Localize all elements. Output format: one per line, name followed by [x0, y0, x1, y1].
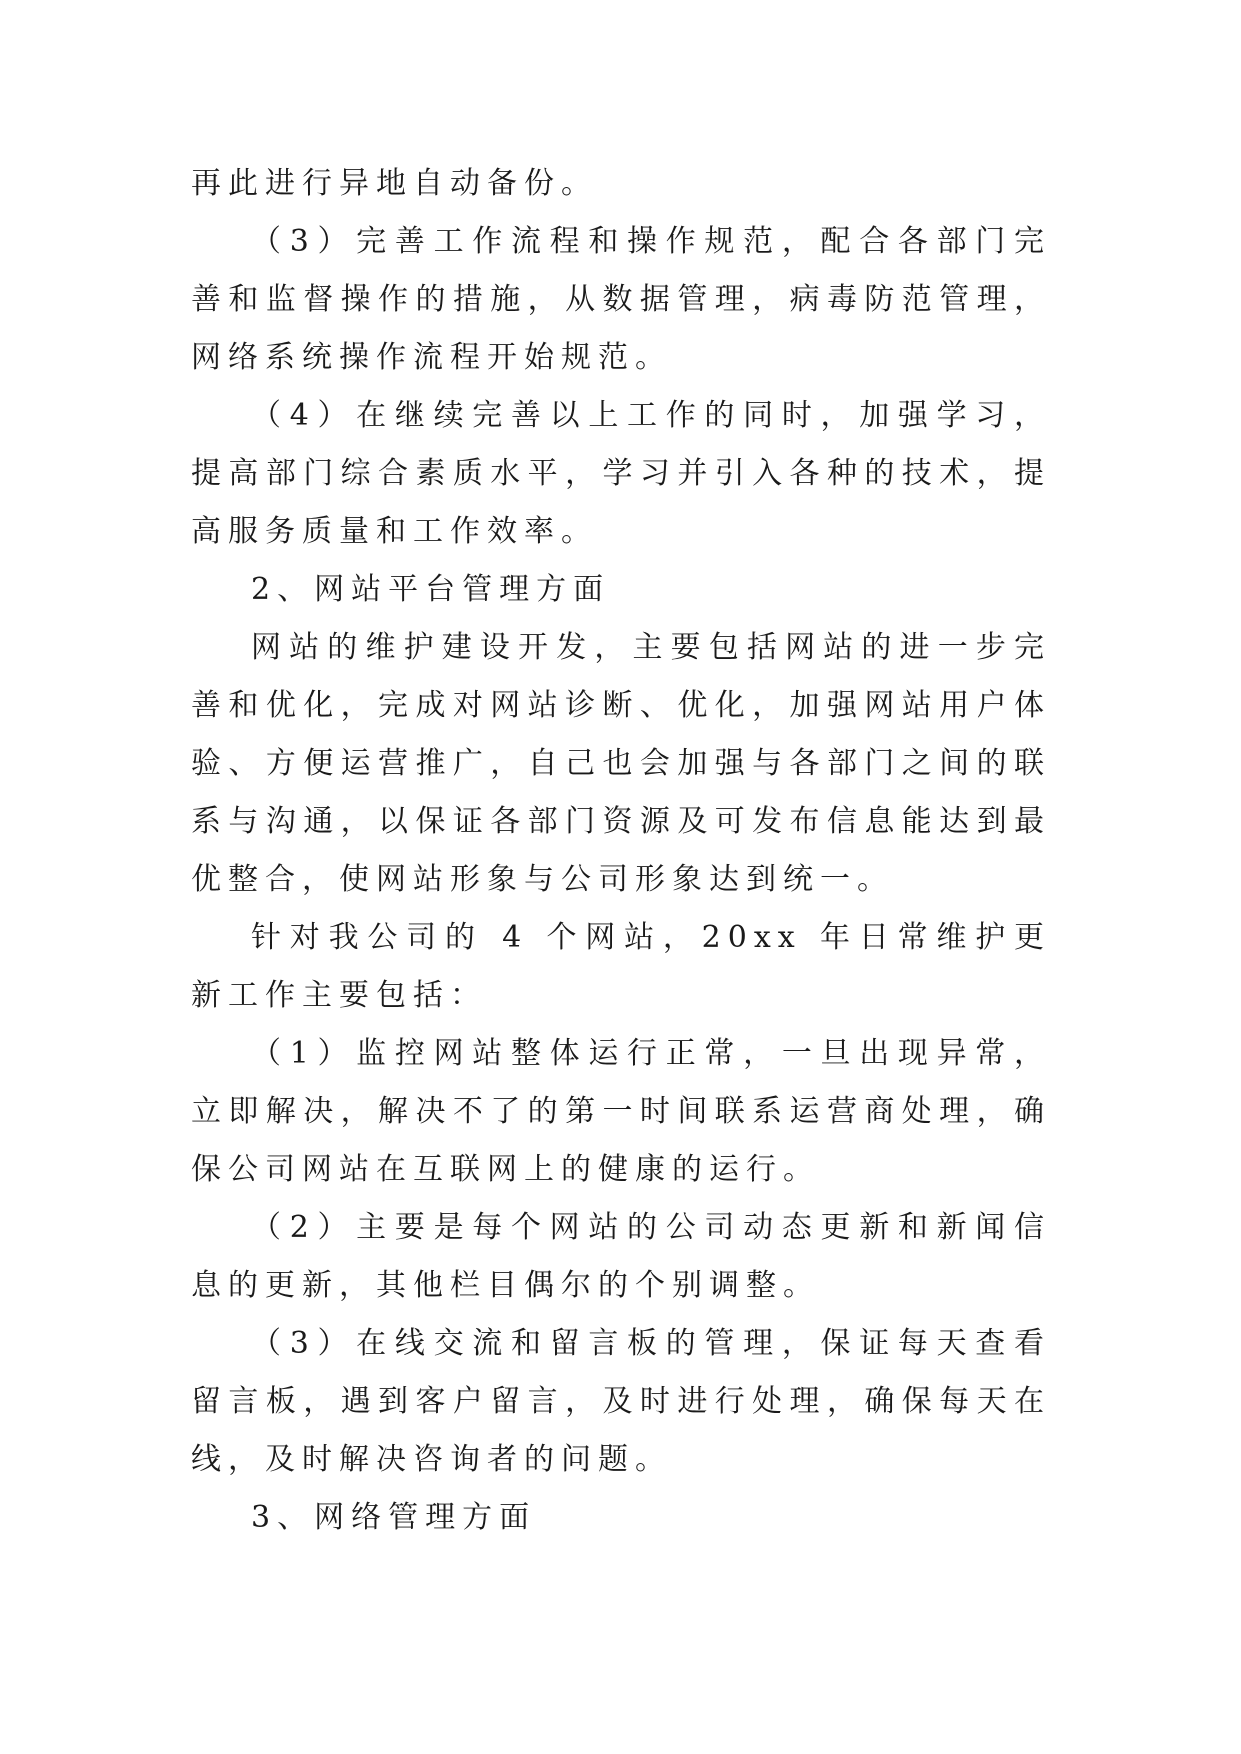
document-body [191, 155, 1051, 1547]
paragraph-workflow: （3）完善工作流程和操作规范，配合各部门完善和监督操作的措施，从数据管理，病毒防范管理，网络系统操作流程开始规范。 [191, 224, 1051, 375]
paragraph-four-websites: 针对我公司的 4 个网站，20xx 年日常维护更新工作主要包括： [191, 920, 1051, 1013]
section-heading-network: 3、网络管理方面 [251, 1500, 537, 1535]
section-heading-website: 2、网站平台管理方面 [251, 572, 611, 607]
paragraph-monitoring: （1）监控网站整体运行正常，一旦出现异常，立即解决，解决不了的第一时间联系运营商处理，确保公司网站在互联网上的健康的运行。 [191, 1036, 1051, 1187]
paragraph-news-updates: （2）主要是每个网站的公司动态更新和新闻信息的更新，其他栏目偶尔的个别调整。 [191, 1210, 1051, 1303]
paragraph-learning: （4）在继续完善以上工作的同时，加强学习，提高部门综合素质水平，学习并引入各种的技术，提高服务质量和工作效率。 [191, 398, 1051, 549]
paragraph-backup: 再此进行异地自动备份。 [191, 166, 598, 201]
paragraph-message-board: （3）在线交流和留言板的管理，保证每天查看留言板，遇到客户留言，及时进行处理，确保每天在线，及时解决咨询者的问题。 [191, 1326, 1051, 1477]
paragraph-website-maintenance: 网站的维护建设开发，主要包括网站的进一步完善和优化，完成对网站诊断、优化，加强网站用户体验、方便运营推广，自己也会加强与各部门之间的联系与沟通，以保证各部门资源及可发布信息能达到最优整合，使网站形象与公司形象达到统一。 [191, 630, 1051, 897]
